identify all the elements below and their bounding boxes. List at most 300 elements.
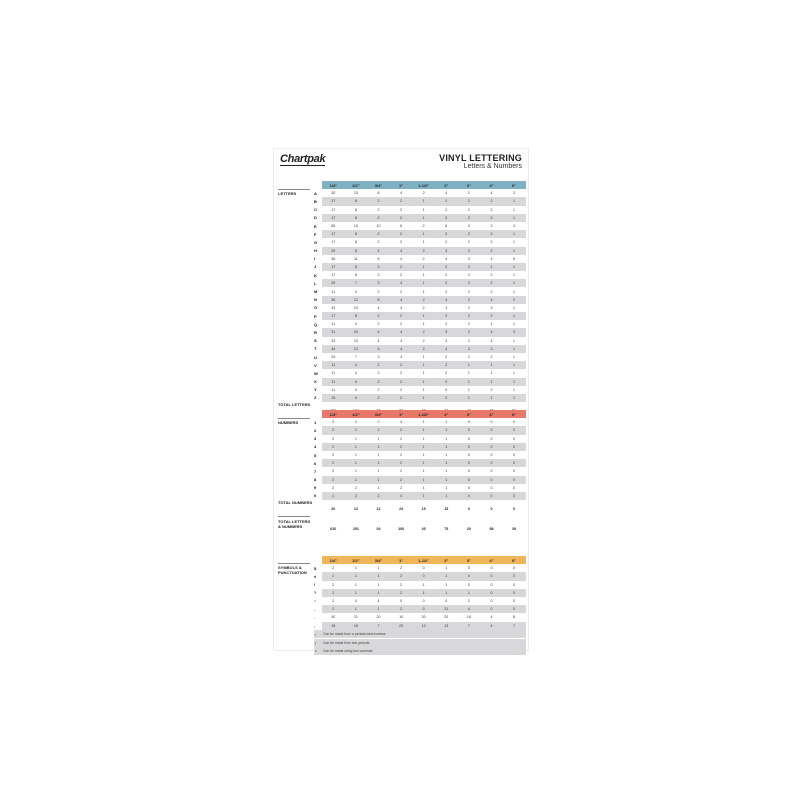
count-cell: 4 bbox=[490, 330, 493, 335]
count-cell: 2 bbox=[422, 297, 425, 302]
total-label: TOTAL LETTERS bbox=[278, 402, 311, 408]
count-cell: 1 bbox=[377, 607, 380, 612]
count-cell: 1 bbox=[422, 379, 425, 384]
count-cell: 2 bbox=[400, 314, 403, 319]
count-cell: 11 bbox=[331, 322, 336, 327]
row-cells bbox=[322, 255, 526, 263]
count-cell: 2 bbox=[377, 232, 380, 237]
count-cell: 2 bbox=[445, 371, 448, 376]
count-cell: 0 bbox=[513, 420, 516, 425]
count-cell: 1 bbox=[513, 232, 516, 237]
row-key: ! bbox=[314, 582, 316, 588]
count-cell: 2 bbox=[332, 469, 335, 474]
count-cell: 0 bbox=[513, 590, 516, 595]
numbers-table bbox=[278, 410, 526, 513]
row-cells bbox=[322, 426, 526, 434]
size-header: 4" bbox=[489, 411, 494, 417]
table-row bbox=[314, 271, 526, 279]
table-row bbox=[314, 418, 526, 426]
count-cell: 2 bbox=[400, 477, 403, 482]
count-cell: 2 bbox=[445, 395, 448, 400]
count-cell: 44 bbox=[331, 346, 336, 351]
count-cell: 2 bbox=[467, 289, 470, 294]
count-cell: 1 bbox=[445, 493, 448, 498]
row-cells bbox=[322, 394, 526, 402]
count-cell: 0 bbox=[513, 493, 516, 498]
count-cell: 0 bbox=[490, 566, 493, 571]
count-cell: 2 bbox=[377, 207, 380, 212]
size-header-cells bbox=[322, 181, 526, 189]
count-cell: 2 bbox=[377, 420, 380, 425]
count-cell: 8 bbox=[354, 207, 357, 212]
count-cell: 1 bbox=[422, 199, 425, 204]
count-cell: 10 bbox=[399, 615, 404, 620]
count-cell: 2 bbox=[467, 232, 470, 237]
size-header: 3/4" bbox=[374, 411, 383, 417]
count-cell: 11 bbox=[331, 289, 336, 294]
total-cell: 20 bbox=[466, 526, 471, 531]
count-cell: 2 bbox=[490, 289, 493, 294]
size-header: 1/2" bbox=[352, 557, 360, 563]
count-cell: 15 bbox=[353, 224, 358, 229]
count-cell: 1 bbox=[422, 363, 425, 368]
count-cell: 4 bbox=[354, 289, 357, 294]
count-cell: 2 bbox=[445, 314, 448, 319]
count-cell: 1 bbox=[445, 582, 448, 587]
note-row bbox=[314, 647, 526, 655]
count-cell: 2 bbox=[332, 461, 335, 466]
count-cell: 3 bbox=[377, 355, 380, 360]
count-cell: 0 bbox=[513, 469, 516, 474]
count-cell: 1 bbox=[513, 248, 516, 253]
row-cells bbox=[322, 484, 526, 492]
count-cell: 8 bbox=[377, 256, 380, 261]
count-cell: 2 bbox=[445, 215, 448, 220]
row-key: - bbox=[314, 606, 316, 612]
count-cell: 11 bbox=[354, 256, 358, 261]
table-row bbox=[314, 263, 526, 271]
count-cell: 1 bbox=[377, 477, 380, 482]
note-text: Can be made from a period/colon/comma bbox=[323, 632, 386, 637]
total-cell: 0 bbox=[513, 506, 516, 511]
section-divider bbox=[278, 563, 310, 564]
count-cell: 2 bbox=[445, 289, 448, 294]
count-cell: 2 bbox=[490, 273, 493, 278]
count-cell: 0 bbox=[400, 599, 403, 604]
count-cell: 7 bbox=[377, 623, 380, 628]
size-header: 1/4" bbox=[329, 411, 338, 417]
count-cell: 2 bbox=[467, 273, 470, 278]
count-cell: 2 bbox=[400, 590, 403, 595]
count-cell: 0 bbox=[490, 582, 493, 587]
row-key: X bbox=[314, 379, 317, 385]
lettering-sheet bbox=[273, 148, 529, 654]
count-cell: 2 bbox=[332, 566, 335, 571]
count-cell: 2 bbox=[377, 322, 380, 327]
table-row bbox=[314, 337, 526, 345]
count-cell: 1 bbox=[377, 469, 380, 474]
count-cell: 2 bbox=[467, 199, 470, 204]
count-cell: 1 bbox=[354, 428, 357, 433]
total-cell: 15 bbox=[444, 506, 449, 511]
count-cell: 22 bbox=[399, 623, 404, 628]
count-cell: 1 bbox=[490, 363, 493, 368]
count-cell: 4 bbox=[400, 330, 403, 335]
row-key: 7 bbox=[314, 468, 317, 474]
count-cell: 2 bbox=[400, 289, 403, 294]
count-cell: 4 bbox=[490, 191, 493, 196]
row-key: D bbox=[314, 215, 317, 221]
count-cell: 1 bbox=[354, 566, 357, 571]
count-cell: 2 bbox=[400, 215, 403, 220]
count-cell: 1 bbox=[445, 469, 448, 474]
row-cells bbox=[322, 296, 526, 304]
size-header: 6" bbox=[511, 182, 517, 188]
count-cell: 1 bbox=[354, 444, 357, 449]
grand-total-label: TOTAL LETTERS & NUMBERS bbox=[278, 519, 311, 529]
row-cells bbox=[322, 345, 526, 353]
table-row bbox=[314, 206, 526, 214]
count-cell: 1 bbox=[490, 371, 493, 376]
total-cell: 0 bbox=[490, 506, 493, 511]
count-cell: 4 bbox=[490, 256, 493, 261]
count-cell: 2 bbox=[377, 493, 380, 498]
count-cell: 2 bbox=[467, 305, 470, 310]
note-row bbox=[314, 639, 526, 647]
count-cell: 6 bbox=[400, 224, 403, 229]
totals-wrap bbox=[278, 500, 526, 513]
count-cell: 1 bbox=[422, 477, 425, 482]
section-divider bbox=[278, 418, 310, 419]
count-cell: 17 bbox=[331, 273, 336, 278]
count-cell: 85 bbox=[331, 224, 336, 229]
count-cell: 1 bbox=[490, 322, 493, 327]
count-cell: 1 bbox=[445, 453, 448, 458]
count-cell: 1 bbox=[445, 436, 448, 441]
count-cell: 10 bbox=[353, 330, 358, 335]
count-cell: 3 bbox=[445, 338, 448, 343]
count-cell: 2 bbox=[467, 215, 470, 220]
table-row bbox=[314, 613, 526, 621]
row-cells bbox=[322, 476, 526, 484]
count-cell: 0 bbox=[513, 485, 516, 490]
count-cell: 12 bbox=[353, 297, 358, 302]
count-cell: 1 bbox=[513, 264, 516, 269]
count-cell: 2 bbox=[467, 191, 470, 196]
table-row bbox=[314, 353, 526, 361]
count-cell: 2 bbox=[490, 314, 493, 319]
count-cell: 1 bbox=[490, 264, 493, 269]
size-header: 3" bbox=[466, 557, 471, 563]
row-cells bbox=[322, 451, 526, 459]
count-cell: 1 bbox=[354, 469, 357, 474]
count-cell: 2 bbox=[400, 387, 403, 392]
count-cell: 6 bbox=[445, 224, 448, 229]
count-cell: 8 bbox=[354, 314, 357, 319]
count-cell: 8 bbox=[354, 264, 357, 269]
count-cell: 2 bbox=[332, 574, 335, 579]
count-cell: 17 bbox=[331, 240, 336, 245]
count-cell: 0 bbox=[513, 599, 516, 604]
count-cell: 0 bbox=[467, 444, 470, 449]
count-cell: 8 bbox=[354, 248, 357, 253]
count-cell: 20 bbox=[421, 615, 426, 620]
count-cell: 4 bbox=[354, 322, 357, 327]
size-header-row bbox=[314, 410, 526, 418]
count-cell: 4 bbox=[354, 599, 357, 604]
table-row bbox=[314, 597, 526, 605]
total-cell: 15 bbox=[421, 506, 426, 511]
count-cell: 4 bbox=[377, 330, 380, 335]
size-header: 3/4" bbox=[374, 557, 383, 563]
size-header: 1" bbox=[399, 557, 404, 563]
count-cell: 1 bbox=[422, 387, 425, 392]
count-cell: 2 bbox=[400, 469, 403, 474]
count-cell: 3 bbox=[513, 191, 516, 196]
count-cell: 1 bbox=[445, 590, 448, 595]
count-cell: 2 bbox=[332, 477, 335, 482]
count-cell: 21 bbox=[353, 615, 358, 620]
count-cell: 0 bbox=[490, 590, 493, 595]
count-cell: 8 bbox=[354, 232, 357, 237]
count-cell: 7 bbox=[354, 281, 357, 286]
count-cell: 1 bbox=[422, 232, 425, 237]
total-cell: 20 bbox=[331, 506, 336, 511]
row-key: S bbox=[314, 338, 317, 344]
row-cells bbox=[322, 605, 526, 613]
count-cell: 0 bbox=[490, 607, 493, 612]
count-cell: 4 bbox=[490, 615, 493, 620]
size-header: 1" bbox=[399, 182, 404, 188]
table-row bbox=[314, 581, 526, 589]
chartpak-logo: Chartpak bbox=[280, 153, 326, 165]
count-cell: 2 bbox=[445, 232, 448, 237]
count-cell: 0 bbox=[490, 420, 493, 425]
count-cell: 4 bbox=[354, 371, 357, 376]
count-cell: 1 bbox=[377, 436, 380, 441]
count-cell: 2 bbox=[400, 444, 403, 449]
note-text: Can be made from two periods bbox=[323, 640, 370, 645]
count-cell: 2 bbox=[513, 297, 516, 302]
count-cell: 0 bbox=[422, 566, 425, 571]
count-cell: 1 bbox=[422, 273, 425, 278]
count-cell: 3 bbox=[513, 224, 516, 229]
row-key: A bbox=[314, 190, 317, 196]
count-cell: 17 bbox=[331, 215, 336, 220]
table-row bbox=[314, 345, 526, 353]
count-cell: 2 bbox=[400, 199, 403, 204]
count-cell: 2 bbox=[400, 607, 403, 612]
count-cell: 1 bbox=[377, 566, 380, 571]
count-cell: 7 bbox=[354, 355, 357, 360]
count-cell: 3 bbox=[490, 305, 493, 310]
row-cells bbox=[322, 197, 526, 205]
count-cell: 2 bbox=[377, 289, 380, 294]
count-cell: 15 bbox=[466, 615, 471, 620]
count-cell: 2 bbox=[377, 314, 380, 319]
count-cell: 1 bbox=[445, 461, 448, 466]
count-cell: 3 bbox=[377, 281, 380, 286]
count-cell: 2 bbox=[467, 264, 470, 269]
count-cell: 0 bbox=[513, 566, 516, 571]
count-cell: 1 bbox=[377, 461, 380, 466]
count-cell: 11 bbox=[331, 363, 336, 368]
count-cell: 4 bbox=[354, 379, 357, 384]
row-cells bbox=[322, 361, 526, 369]
total-cell: 75 bbox=[444, 526, 449, 531]
table-row bbox=[314, 435, 526, 443]
table-row bbox=[314, 304, 526, 312]
row-cells bbox=[322, 459, 526, 467]
count-cell: 1 bbox=[422, 355, 425, 360]
count-cell: 1 bbox=[422, 322, 425, 327]
count-cell: 17 bbox=[331, 264, 336, 269]
row-cells bbox=[322, 247, 526, 255]
count-cell: 1 bbox=[445, 566, 448, 571]
count-cell: 2 bbox=[422, 346, 425, 351]
size-header: 3" bbox=[466, 411, 471, 417]
count-cell: 2 bbox=[467, 281, 470, 286]
count-cell: 0 bbox=[490, 428, 493, 433]
count-cell: 2 bbox=[445, 322, 448, 327]
count-cell: 2 bbox=[377, 395, 380, 400]
size-header: 3" bbox=[466, 182, 471, 188]
table-row bbox=[314, 369, 526, 377]
count-cell: 1 bbox=[513, 395, 516, 400]
grand-total-row bbox=[314, 524, 526, 533]
count-cell: 0 bbox=[445, 599, 448, 604]
count-cell: 4 bbox=[400, 248, 403, 253]
row-cells bbox=[322, 189, 526, 197]
row-key: R bbox=[314, 329, 317, 335]
count-cell: 2 bbox=[400, 395, 403, 400]
row-cells bbox=[322, 222, 526, 230]
row-cells bbox=[322, 214, 526, 222]
table-row bbox=[314, 189, 526, 197]
page-title: VINYL LETTERING bbox=[439, 153, 522, 163]
size-header-cells bbox=[322, 556, 526, 564]
count-cell: 2 bbox=[422, 191, 425, 196]
row-cells bbox=[322, 369, 526, 377]
count-cell: 1 bbox=[445, 477, 448, 482]
count-cell: 3 bbox=[445, 330, 448, 335]
count-cell: 8 bbox=[354, 273, 357, 278]
size-header: 1-1/2" bbox=[418, 182, 430, 188]
count-cell: 25 bbox=[331, 355, 336, 360]
count-cell: 4 bbox=[400, 338, 403, 343]
count-cell: 1 bbox=[377, 582, 380, 587]
table-row bbox=[314, 484, 526, 492]
size-header: 1/4" bbox=[329, 182, 338, 188]
count-cell: 4 bbox=[354, 363, 357, 368]
row-key: Q bbox=[314, 321, 318, 327]
count-cell: 4 bbox=[377, 599, 380, 604]
totals-row bbox=[314, 500, 526, 513]
count-cell: 2 bbox=[377, 387, 380, 392]
size-header: 1-1/2" bbox=[418, 557, 430, 563]
count-cell: 1 bbox=[354, 461, 357, 466]
count-cell: 1 bbox=[422, 207, 425, 212]
count-cell: 1 bbox=[513, 207, 516, 212]
count-cell: 2 bbox=[490, 215, 493, 220]
count-cell: 0 bbox=[513, 574, 516, 579]
total-label: TOTAL NUMBERS bbox=[278, 500, 313, 506]
count-cell: 2 bbox=[445, 355, 448, 360]
count-cell: 4 bbox=[445, 256, 448, 261]
count-cell: 15 bbox=[353, 191, 358, 196]
table-row bbox=[314, 238, 526, 246]
count-cell: 4 bbox=[445, 297, 448, 302]
count-cell: 4 bbox=[400, 297, 403, 302]
count-cell: 2 bbox=[400, 485, 403, 490]
row-cells bbox=[322, 287, 526, 295]
count-cell: 7 bbox=[513, 623, 516, 628]
size-header: 6" bbox=[511, 411, 517, 417]
row-key: N bbox=[314, 297, 317, 303]
page-subtitle: Letters & Numbers bbox=[463, 163, 522, 170]
count-cell: 2 bbox=[377, 215, 380, 220]
count-cell: 1 bbox=[422, 485, 425, 490]
count-cell: 3 bbox=[490, 224, 493, 229]
table-row bbox=[314, 214, 526, 222]
count-cell: 0 bbox=[445, 387, 448, 392]
count-cell: 0 bbox=[490, 436, 493, 441]
note-key: " bbox=[315, 648, 317, 654]
count-cell: 2 bbox=[400, 273, 403, 278]
count-cell: 2 bbox=[400, 363, 403, 368]
count-cell: 2 bbox=[332, 493, 335, 498]
size-header-row bbox=[314, 556, 526, 564]
row-key: 9 bbox=[314, 485, 317, 491]
count-cell: 2 bbox=[332, 444, 335, 449]
table-row bbox=[314, 467, 526, 475]
count-cell: 13 bbox=[353, 346, 358, 351]
count-cell: 1 bbox=[422, 453, 425, 458]
count-cell: 25 bbox=[331, 248, 336, 253]
count-cell: 1 bbox=[513, 322, 516, 327]
count-cell: 8 bbox=[354, 240, 357, 245]
count-cell: 0 bbox=[467, 469, 470, 474]
count-cell: 1 bbox=[377, 590, 380, 595]
table-row bbox=[314, 296, 526, 304]
row-key: B bbox=[314, 198, 317, 204]
note-row bbox=[314, 630, 526, 638]
count-cell: 2 bbox=[467, 599, 470, 604]
count-cell: 1 bbox=[513, 314, 516, 319]
count-cell: 4 bbox=[400, 420, 403, 425]
size-header: 1/4" bbox=[329, 557, 338, 563]
count-cell: 10 bbox=[376, 224, 381, 229]
count-cell: 1 bbox=[490, 395, 493, 400]
row-cells bbox=[322, 328, 526, 336]
count-cell: 1 bbox=[513, 363, 516, 368]
row-key: W bbox=[314, 370, 318, 376]
count-cell: 3 bbox=[467, 256, 470, 261]
table-row bbox=[314, 492, 526, 500]
count-cell: 1 bbox=[422, 240, 425, 245]
total-cell: 620 bbox=[330, 526, 337, 531]
count-cell: 17 bbox=[331, 314, 336, 319]
size-header: 2" bbox=[444, 557, 449, 563]
row-cells bbox=[322, 206, 526, 214]
count-cell: 0 bbox=[513, 453, 516, 458]
size-header: 6" bbox=[511, 557, 517, 563]
total-cell: 58 bbox=[489, 526, 494, 531]
table-row bbox=[314, 255, 526, 263]
section-divider bbox=[278, 189, 310, 190]
count-cell: 1 bbox=[445, 444, 448, 449]
count-cell: 0 bbox=[490, 453, 493, 458]
